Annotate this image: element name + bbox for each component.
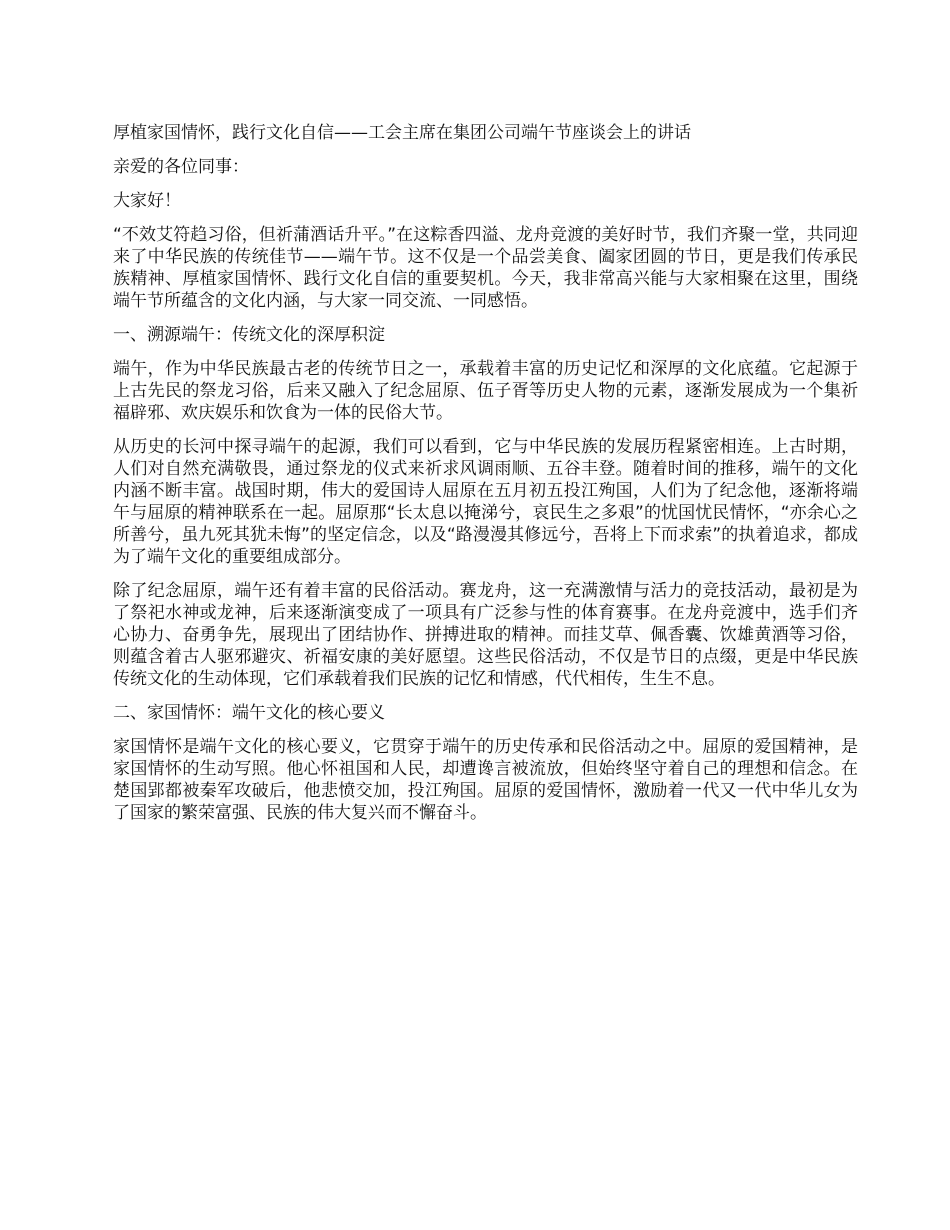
section-2-heading: 二、家国情怀：端午文化的核心要义 <box>113 703 385 723</box>
salutation: 亲爱的各位同事： <box>113 157 249 177</box>
section-1-paragraph-3: 除了纪念屈原，端午还有着丰富的民俗活动。赛龙舟，这一充满激情与活力的竞技活动，最初是为了祭祀水神或龙神，后来逐渐演变成了一项具有广泛参与性的体育赛事。在龙舟竞渡中，选手们齐心协力、奋勇争先，展现出了团结协作、拼搏进取的精神。而挂艾草、佩香囊、饮雄黄酒等习俗，则蕴含着古人驱邪避灾、祈福安康的美好愿望。这些民俗活动，不仅是节日的点缀，更是中华民族传统文化的生动体现，它们承载着我们民族的记忆和情感，代代相传，生生不息。 <box>113 581 858 689</box>
section-1-paragraph-1: 端午，作为中华民族最古老的传统节日之一，承载着丰富的历史记忆和深厚的文化底蕴。它起源于上古先民的祭龙习俗，后来又融入了纪念屈原、伍子胥等历史人物的元素，逐渐发展成为一个集祈福辟邪、欢庆娱乐和饮食为一体的民俗大节。 <box>113 359 858 423</box>
section-1-heading: 一、溯源端午：传统文化的深厚积淀 <box>113 325 385 345</box>
section-2-paragraph-1: 家国情怀是端午文化的核心要义，它贯穿于端午的历史传承和民俗活动之中。屈原的爱国精神，是家国情怀的生动写照。他心怀祖国和人民，却遭谗言被流放，但始终坚守着自己的理想和信念。在楚国郢都被秦军攻破后，他悲愤交加，投江殉国。屈原的爱国情怀，激励着一代又一代中华儿女为了国家的繁荣富强、民族的伟大复兴而不懈奋斗。 <box>113 737 858 823</box>
greeting: 大家好！ <box>113 191 181 211</box>
document-title: 厚植家国情怀，践行文化自信——工会主席在集团公司端午节座谈会上的讲话 <box>113 123 691 143</box>
intro-paragraph: “不效艾符趋习俗，但祈蒲酒话升平。”在这粽香四溢、龙舟竞渡的美好时节，我们齐聚一堂，共同迎来了中华民族的传统佳节——端午节。这不仅是一个品尝美食、阖家团圆的节日，更是我们传承民族精神、厚植家国情怀、践行文化自信的重要契机。今天，我非常高兴能与大家相聚在这里，围绕端午节所蕴含的文化内涵，与大家一同交流、一同感悟。 <box>113 225 858 311</box>
section-1-paragraph-2: 从历史的长河中探寻端午的起源，我们可以看到，它与中华民族的发展历程紧密相连。上古时期，人们对自然充满敬畏，通过祭龙的仪式来祈求风调雨顺、五谷丰登。随着时间的推移，端午的文化内涵不断丰富。战国时期，伟大的爱国诗人屈原在五月初五投江殉国，人们为了纪念他，逐渐将端午与屈原的精神联系在一起。屈原那“长太息以掩涕兮，哀民生之多艰”的忧国忧民情怀，“亦余心之所善兮，虽九死其犹未悔”的坚定信念，以及“路漫漫其修远兮，吾将上下而求索”的执着追求，都成为了端午文化的重要组成部分。 <box>113 437 858 567</box>
document-page <box>113 122 858 836</box>
